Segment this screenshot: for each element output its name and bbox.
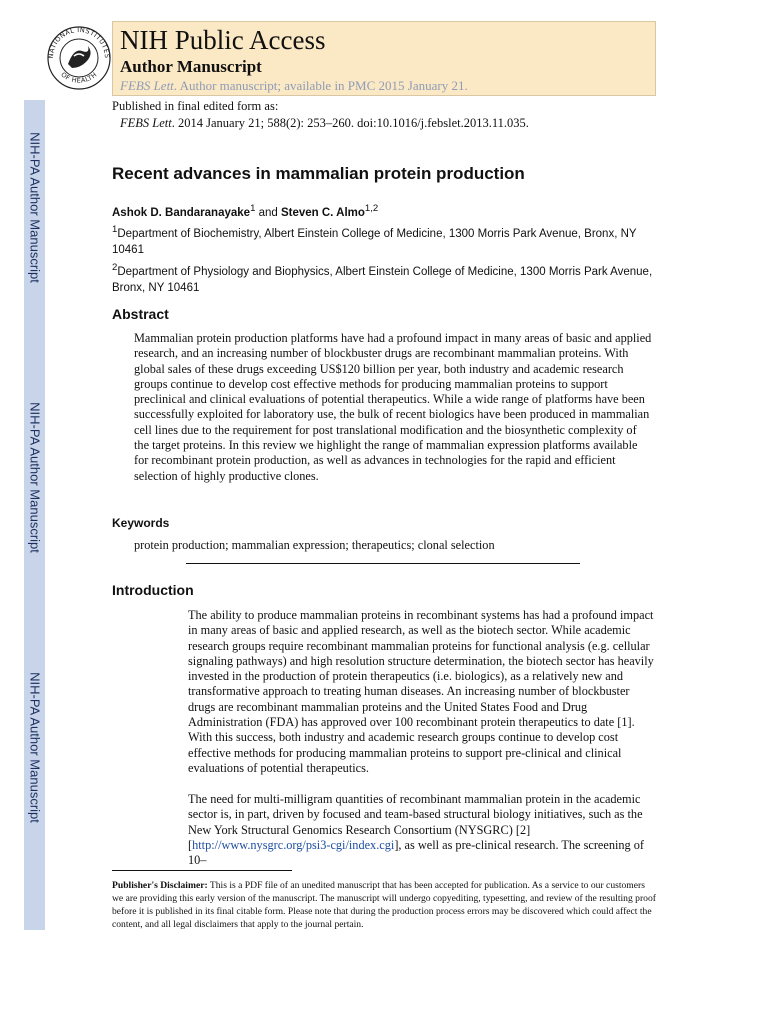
header-title: NIH Public Access bbox=[120, 25, 326, 55]
p2-text-before: The need for multi-milligram quantities of recombinant mammalian protein in the academic sector is, in part, driven by focused and team-based structural biology initiatives, such as the New York Structural Genomics Research Consortium (NYSGRC) [2] [ bbox=[188, 792, 643, 852]
nih-pa-sidebar bbox=[24, 100, 45, 930]
footnote-divider bbox=[112, 870, 292, 871]
abstract-text: Mammalian protein production platforms have had a profound impact in many areas of basic and applied research, and an increasing number of blockbuster drugs are recombinant mammalian proteins. With global sales of these drugs exceeding US$120 billion per year, both industry and academic research groups continue to develop cost effective methods for producing mammalian proteins to support preclinical and clinical evaluations of potential therapeutics. While a wide range of platforms have been successfully exploited for laboratory use, the bulk of recent biologics have been produced in mammalian cell lines due to the requirement for post translational modification and the biosynthetic complexity of the target proteins. In this review we highlight the range of mammalian expression platforms available for recombinant protein production, as well as advances in technologies for the rapid and efficient selection of highly productive clones. bbox=[134, 331, 652, 483]
introduction-paragraph-1: The ability to produce mammalian proteins in recombinant systems has had a profound impact in many areas of basic and applied research, as well as the biotech sector. While academic research groups require recombinant mammalian proteins for functional analysis (e.g. cellular signaling pathways) and high resolution structure determination, the biotech sector has heavily invested in the production of protein therapeutics (i.e. biologics), as a relatively new and transformative approach to treating human diseases. An increasing number of blockbuster drugs are recombinant mammalian proteins and the United States Food and Drug Administration (FDA) has approved over 100 recombinant protein therapeutics to date [1]. With this success, both industry and academic research groups continue to develop cost effective methods for producing mammalian proteins to support pre-clinical and clinical evaluations of potential therapeutics. bbox=[188, 608, 654, 775]
publication-citation bbox=[112, 115, 529, 132]
introduction-paragraph-2 bbox=[188, 792, 656, 868]
author-2-sup: 1,2 bbox=[364, 203, 379, 214]
citation-text: . 2014 January 21; 588(2): 253–260. doi:10.1016/j.febslet.2013.11.035. bbox=[171, 116, 529, 130]
header-note-text: . Author manuscript; available in PMC 2015 January 21. bbox=[173, 78, 468, 93]
author-line bbox=[112, 203, 378, 219]
logo-text-top: NATIONAL INSTITUTES bbox=[46, 25, 112, 59]
affiliation-2-sup: 2 bbox=[112, 262, 118, 273]
affiliation-1-text: Department of Biochemistry, Albert Einstein College of Medicine, 1300 Morris Park Avenue, Bronx, NY 10461 bbox=[112, 227, 637, 256]
header-journal: FEBS Lett bbox=[120, 78, 174, 93]
affiliation-2 bbox=[112, 260, 657, 296]
publication-line: Published in final edited form as: bbox=[112, 99, 279, 113]
affiliation-2-text: Department of Physiology and Biophysics, Albert Einstein College of Medicine, 1300 Morris Park Avenue, Bronx, NY 10461 bbox=[112, 265, 653, 294]
disclaimer-label: Publisher's Disclaimer: bbox=[112, 880, 208, 891]
author-2: Steven C. Almo bbox=[280, 206, 365, 219]
section-divider bbox=[186, 563, 580, 564]
nih-logo-icon bbox=[44, 18, 114, 92]
sidebar-label-3: NIH-PA Author Manuscript bbox=[27, 672, 42, 823]
svg-text:OF HEALTH bbox=[59, 71, 98, 85]
introduction-heading: Introduction bbox=[112, 582, 194, 598]
citation-journal: FEBS Lett bbox=[120, 116, 172, 130]
logo-text-bottom: OF HEALTH bbox=[59, 70, 99, 85]
header-subtitle: Author Manuscript bbox=[120, 57, 262, 76]
p2-text-after: ], as well as pre-clinical research. The screening of 10– bbox=[188, 837, 645, 868]
abstract-heading: Abstract bbox=[112, 306, 169, 322]
author-1: Ashok D. Bandaranayake bbox=[112, 206, 251, 219]
article-title: Recent advances in mammalian protein production bbox=[112, 164, 525, 183]
header-availability-note bbox=[120, 78, 468, 94]
keywords-heading: Keywords bbox=[112, 516, 170, 530]
disclaimer-text: This is a PDF file of an unedited manuscript that has been accepted for publication. As a service to our customers we are providing this early version of the manuscript. The manuscript will undergo copyediting, typesetting, and review of the resulting proof before it is published in its final citable form. Please note that during the production process errors may be discovered which could affect the content, and all legal disclaimers that apply to the journal pertain. bbox=[112, 880, 656, 930]
publication-info bbox=[112, 98, 529, 132]
author-and: and bbox=[255, 206, 281, 219]
sidebar-label-2: NIH-PA Author Manuscript bbox=[27, 402, 42, 553]
author-1-sup: 1 bbox=[250, 203, 256, 214]
affiliation-1-sup: 1 bbox=[112, 224, 118, 235]
nih-header-box bbox=[112, 21, 656, 96]
nysgrc-link[interactable]: http://www.nysgrc.org/psi3-cgi/index.cgi bbox=[192, 837, 395, 852]
sidebar-label-1: NIH-PA Author Manuscript bbox=[27, 132, 42, 283]
affiliation-1 bbox=[112, 222, 657, 258]
keywords-text: protein production; mammalian expression; therapeutics; clonal selection bbox=[134, 538, 495, 552]
publisher-disclaimer bbox=[112, 879, 657, 931]
